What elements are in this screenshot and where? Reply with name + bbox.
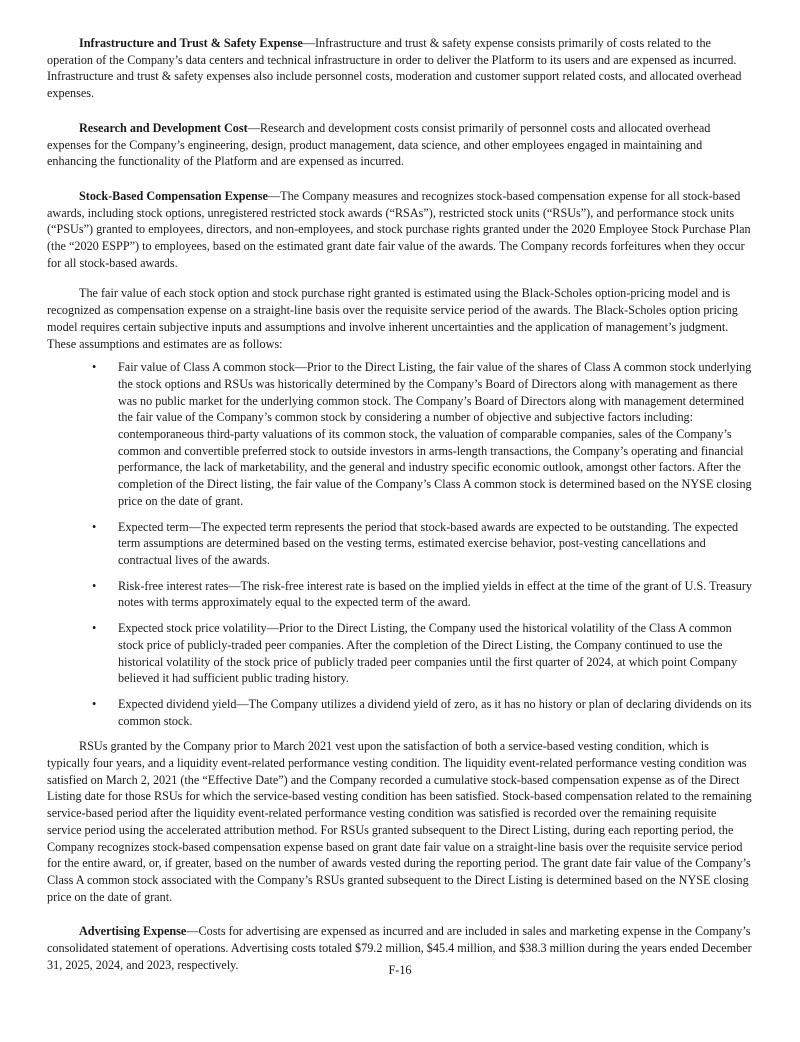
paragraph-infrastructure — [47, 35, 753, 102]
assumptions-list — [47, 359, 753, 729]
list-item-text: Expected stock price volatility—Prior to the Direct Listing, the Company used the historical volatility of the Class A common stock price of publicly-traded peer companies. After the completion of the Direct Listing, the Company continued to use the historical volatility of the stock price of publicly traded peer companies until the first quarter of 2024, at which point Company believed it had sufficient public trading history. — [118, 621, 738, 686]
bullet-glyph: • — [92, 621, 97, 636]
heading-research-development: Research and Development Cost — [79, 120, 248, 135]
bullet-glyph: • — [92, 360, 97, 375]
body-infrastructure: —Infrastructure and trust & safety expense consists primarily of costs related to the operation of the Company’s data centers and technical infrastructure in order to deliver the Platform to its users and are expensed as incurred. Infrastructure and trust & safety expenses also include personnel costs, moderation and customer support related costs, and allocated overhead expenses. — [47, 36, 742, 101]
page-number: F-16 — [388, 963, 412, 977]
list-item-text: Expected term—The expected term represents the period that stock-based awards are expected to be outstanding. The expected term assumptions are determined based on the vesting terms, estimated exercise behavior, post-vesting cancellations and contractual lives of the awards. — [118, 519, 739, 567]
list-item-text: Risk-free interest rates—The risk-free interest rate is based on the implied yields in effect at the time of the grant of U.S. Treasury notes with terms approximately equal to the expected term of the award. — [118, 578, 753, 610]
bullet-glyph: • — [92, 578, 97, 593]
list-item — [47, 359, 753, 509]
heading-stock-based-compensation: Stock-Based Compensation Expense — [79, 188, 268, 203]
body-advertising: —Costs for advertising are expensed as incurred and are included in sales and marketing expense in the Company’s consolidated statement of operations. Advertising costs totaled $79.2 million, $45.4 million, and $38.3 million during the years ended December 31, 2025, 2024, and 2023, respectively. — [47, 924, 752, 972]
list-item — [47, 578, 753, 611]
paragraph-stock-based-compensation — [47, 188, 753, 272]
list-item-text: Expected dividend yield—The Company utilizes a dividend yield of zero, as it has no history or plan of declaring dividends on its common stock. — [118, 696, 752, 728]
list-item-text: Fair value of Class A common stock—Prior to the Direct Listing, the fair value of the shares of Class A common stock underlying the stock options and RSUs was historically determined by the Company’s Board of Directors along with management as there was no public market for the underlying common stock. The Company’s Board of Directors along with management determined the fair value of the Company’s common stock by considering a number of objective and subjective factors including: contemporaneous third-party valuations of its common stock, the valuation of comparable companies, sales of the Company’s common and convertible preferred stock to outside investors in arms-length transactions, the Company’s operating and financial performance, the lack of marketability, and the general and industry specific economic outlook, amongst other factors. After the completion of the Direct listing, the fair value of the Company’s Class A common stock is determined based on the NYSE closing price on the date of grant. — [118, 360, 752, 508]
document-page — [47, 35, 753, 973]
body-stock-based-compensation: —The Company measures and recognizes stock-based compensation expense for all stock-based awards, including stock options, unregistered restricted stock awards (“RSAs”), restricted stock units (“RSUs”), and performance stock units (“PSUs”) granted to employees, directors, and non-employees, and stock purchase rights granted under the 2020 Employee Stock Purchase Plan (the “2020 ESPP”) to employees, based on the estimated grant date fair value of the awards. The Company records forfeitures when they occur for all stock-based awards. — [47, 188, 751, 270]
heading-infrastructure: Infrastructure and Trust & Safety Expense — [79, 36, 303, 50]
bullet-glyph: • — [92, 519, 97, 534]
list-item — [47, 519, 753, 569]
list-item — [47, 620, 753, 687]
paragraph-research-development — [47, 120, 753, 170]
body-research-development: —Research and development costs consist primarily of personnel costs and allocated overhead expenses for the Company’s engineering, design, product management, data science, and other employees engaged in maintaining and enhancing the functionality of the Platform and are expensed as incurred. — [47, 120, 711, 169]
list-item — [47, 696, 753, 729]
paragraph-rsu: RSUs granted by the Company prior to March 2021 vest upon the satisfaction of both a service-based vesting condition, which is typically four years, and a liquidity event-related performance vesting condition. The liquidity event-related performance vesting condition was satisfied on March 2, 2021 (the “Effective Date”) and the Company recorded a cumulative stock-based compensation expense as of the Direct Listing date for those RSUs for which the service-based vesting condition has been satisfied. Stock-based compensation related to the remaining service-based period after the liquidity event-related performance vesting condition was satisfied is recorded over the remaining requisite service period using the accelerated attribution method. For RSUs granted subsequent to the Direct Listing, during each reporting period, the Company recognizes stock-based compensation expense based on grant date fair value on a straight-line basis over the requisite service period for the entire award, or, if greater, based on the number of awards vested during the reporting period. The grant date fair value of the Company’s Class A common stock associated with the Company’s RSUs granted subsequent to the Direct Listing is determined based on the NYSE closing price on the date of grant. — [47, 739, 752, 904]
heading-advertising: Advertising Expense — [79, 924, 187, 939]
bullet-glyph: • — [92, 696, 97, 711]
paragraph-fair-value-intro: The fair value of each stock option and stock purchase right granted is estimated using the Black-Scholes option-pricing model and is recognized as compensation expense on a straight-line basis over the requisite service period of the awards. The Black-Scholes option pricing model requires certain subjective inputs and assumptions and involve inherent uncertainties and the application of management’s judgment. These assumptions and estimates are as follows: — [47, 286, 738, 351]
